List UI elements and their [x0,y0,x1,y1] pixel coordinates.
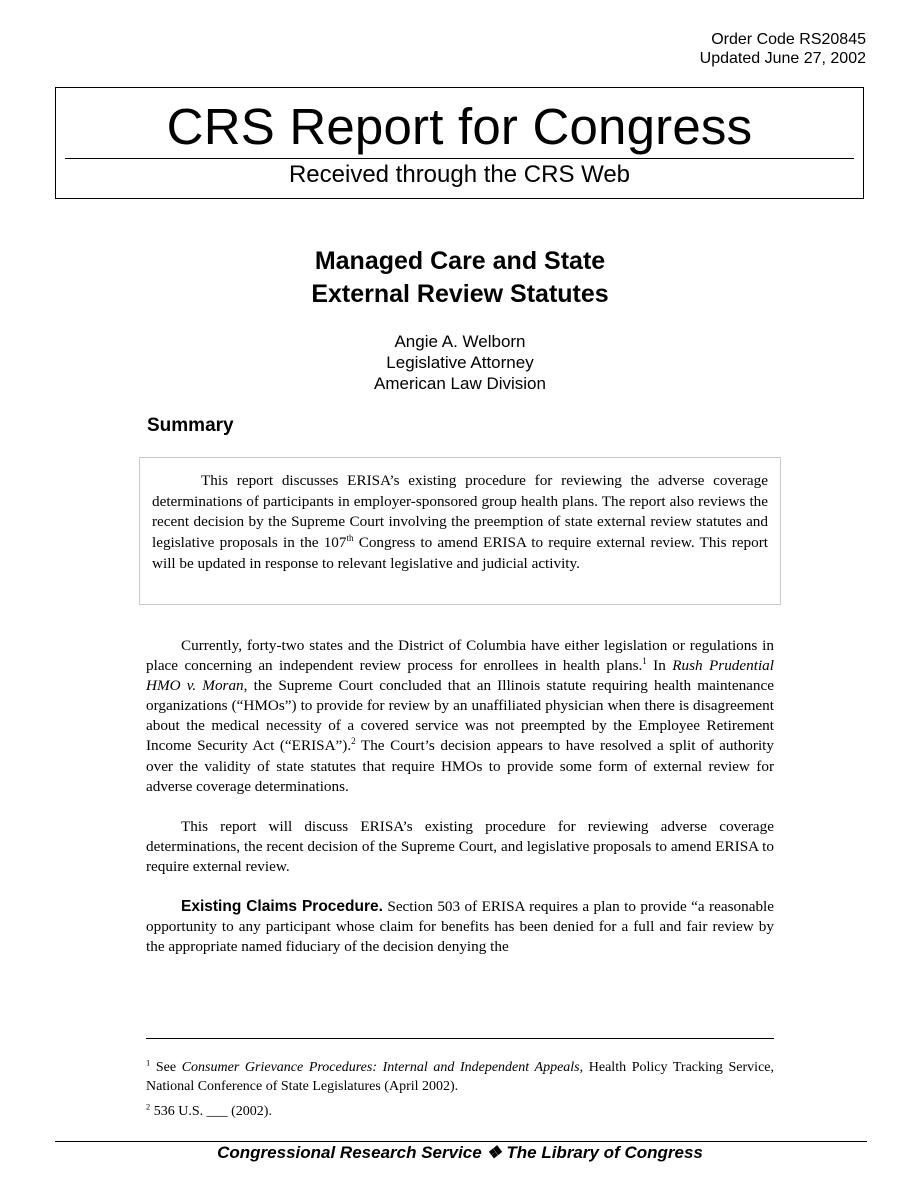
masthead-rule [65,158,854,159]
order-code-block [700,30,866,68]
author-block [0,331,920,394]
author-title: Legislative Attorney [386,353,534,372]
body-paragraph-3: Existing Claims Procedure. Section 503 of ERISA requires a plan to provide “a reasonable opportunity to any participant whose claim for benefits has been denied for a full and fair review by the appropriate named fiduciary of the decision denying the [146,898,774,956]
summary-heading: Summary [147,415,234,436]
body-text [146,636,774,977]
summary-box [139,457,781,605]
author-name: Angie A. Welborn [394,332,526,351]
masthead-subtitle: Received through the CRS Web [288,161,631,188]
section-heading-existing-claims: Existing Claims Procedure. [181,898,383,916]
document-title-line2: External Review Statutes [311,280,609,308]
order-code: Order Code RS20845 [711,31,866,48]
masthead-box [55,87,864,199]
footnote-ref-2: 2 [351,736,356,747]
body-paragraph-1: Currently, forty-two states and the District of Columbia have either legislation or regulations in place concerning an independent review process for enrollees in health plans.$^1$ In Rush Prudential HMO v. Moran, the Supreme Court concluded that an Illinois statute requiring health maintenance organizations (“HMOs”) to provide for review by an unaffiliated physician when there is disagreement about the medical necessity of a covered service was not preempted by the Employee Retirement Income Security Act (“ERISA”).$^2$ The Court’s decision appears to have resolved a split of authority over the validity of state statutes that require HMOs to provide some form of external review for adverse coverage determinations. [146,637,774,795]
footer-rule [55,1141,867,1142]
author-division: American Law Division [374,374,546,393]
footnotes [146,1058,774,1127]
document-title [0,245,920,311]
footnote-1: $^1$ See Consumer Grievance Procedures: Internal and Independent Appeals, Health Policy Tracking Service, National Conference of State Legislatures (April 2002). [146,1057,774,1094]
case-name: Rush Prudential HMO v. Moran [146,657,774,695]
footnote-2: $^2$ 536 U.S. ___ (2002). [146,1101,272,1119]
body-paragraph-2: This report will discuss ERISA’s existing procedure for reviewing adverse coverage determinations, the recent decision of the Supreme Court, and legislative proposals to amend ERISA to require external review. [146,817,774,875]
document-title-line1: Managed Care and State [314,247,606,275]
summary-text: This report discusses ERISA’s existing procedure for reviewing the adverse coverage determinations of participants in employer-sponsored group health plans. The report also reviews the recent decision by the Supreme Court involving the preemption of state external review statutes and legislative proposals in the 107th Congress to amend ERISA to require external review. This report will be updated in response to relevant legislative and judicial activity. [152,472,769,572]
updated-date: Updated June 27, 2002 [699,50,866,67]
footer-text: Congressional Research Service ❖ The Library of Congress [217,1143,703,1162]
masthead-title: CRS Report for Congress [166,98,753,155]
footnote-rule [146,1038,774,1039]
footnote-ref-1: 1 [642,656,647,667]
